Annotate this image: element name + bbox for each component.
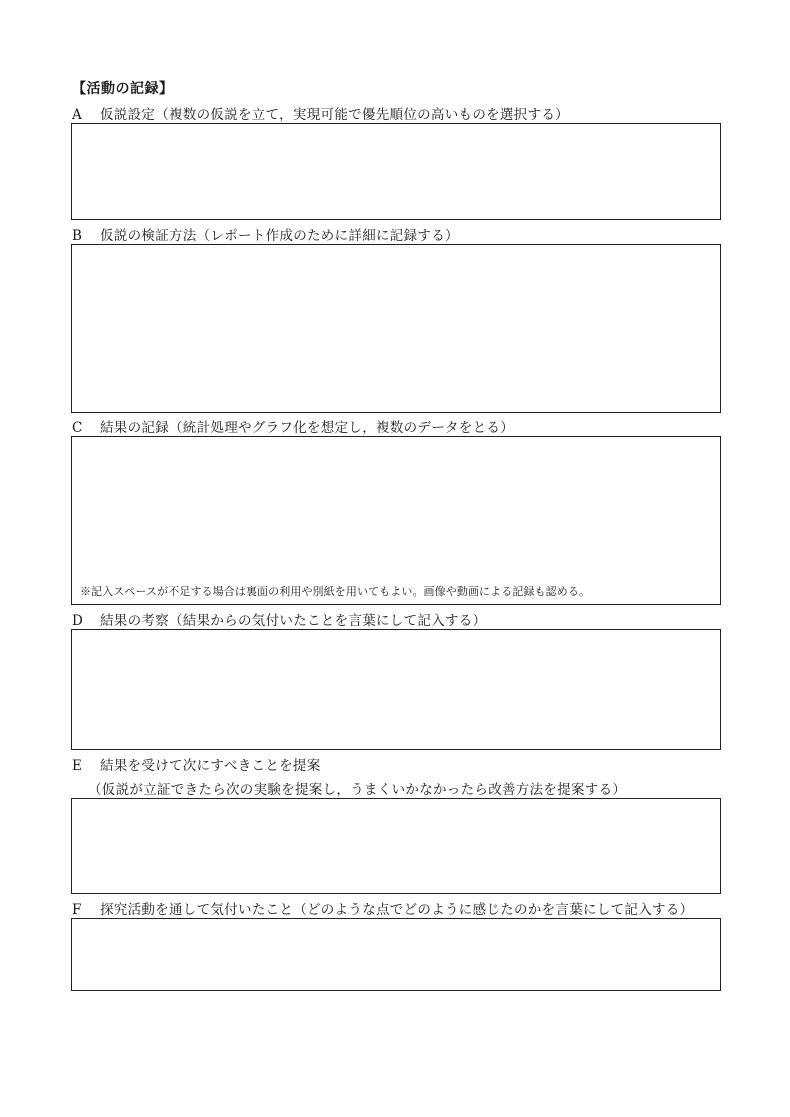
section-c-label (72, 416, 514, 436)
section-e-answer-box[interactable] (71, 798, 721, 894)
section-a-letter: A (72, 107, 83, 123)
section-d-label (72, 609, 486, 629)
section-c-answer-box[interactable] (71, 436, 721, 605)
section-e-letter: E (72, 758, 83, 774)
section-a-text: 仮説設定（複数の仮説を立て，実現可能で優先順位の高いものを選択する） (100, 107, 569, 123)
section-b-text: 仮説の検証方法（レポート作成のために詳細に記録する） (100, 228, 459, 244)
page-title: 【活動の記録】 (72, 81, 174, 97)
section-c-letter: C (72, 420, 83, 436)
section-d-answer-box[interactable] (71, 629, 721, 750)
section-d-letter: D (72, 613, 84, 629)
space-note: ※記入スペースが不足する場合は裏面の利用や別紙を用いてもよい。画像や動画による記録も認める。 (80, 585, 591, 598)
section-a-answer-box[interactable] (71, 123, 721, 220)
section-a-label (72, 103, 569, 123)
section-b-letter: B (72, 228, 83, 244)
section-b-label (72, 224, 459, 244)
section-d-text: 結果の考察（結果からの気付いたことを言葉にして記入する） (100, 613, 487, 629)
section-f-text: 探究活動を通して気付いたこと（どのような点でどのように感じたのかを言葉にして記入する） (100, 902, 694, 918)
section-e-label (72, 754, 321, 774)
section-f-letter: F (72, 902, 82, 918)
section-e-text: 結果を受けて次にすべきことを提案 (100, 758, 321, 774)
section-f-answer-box[interactable] (71, 918, 721, 991)
section-e-subtext: （仮説が立証できたら次の実験を提案し，うまくいかなかったら改善方法を提案する） (88, 782, 627, 798)
section-f-label (72, 898, 693, 918)
section-b-answer-box[interactable] (71, 244, 721, 413)
section-c-text: 結果の記録（統計処理やグラフ化を想定し，複数のデータをとる） (100, 420, 514, 436)
